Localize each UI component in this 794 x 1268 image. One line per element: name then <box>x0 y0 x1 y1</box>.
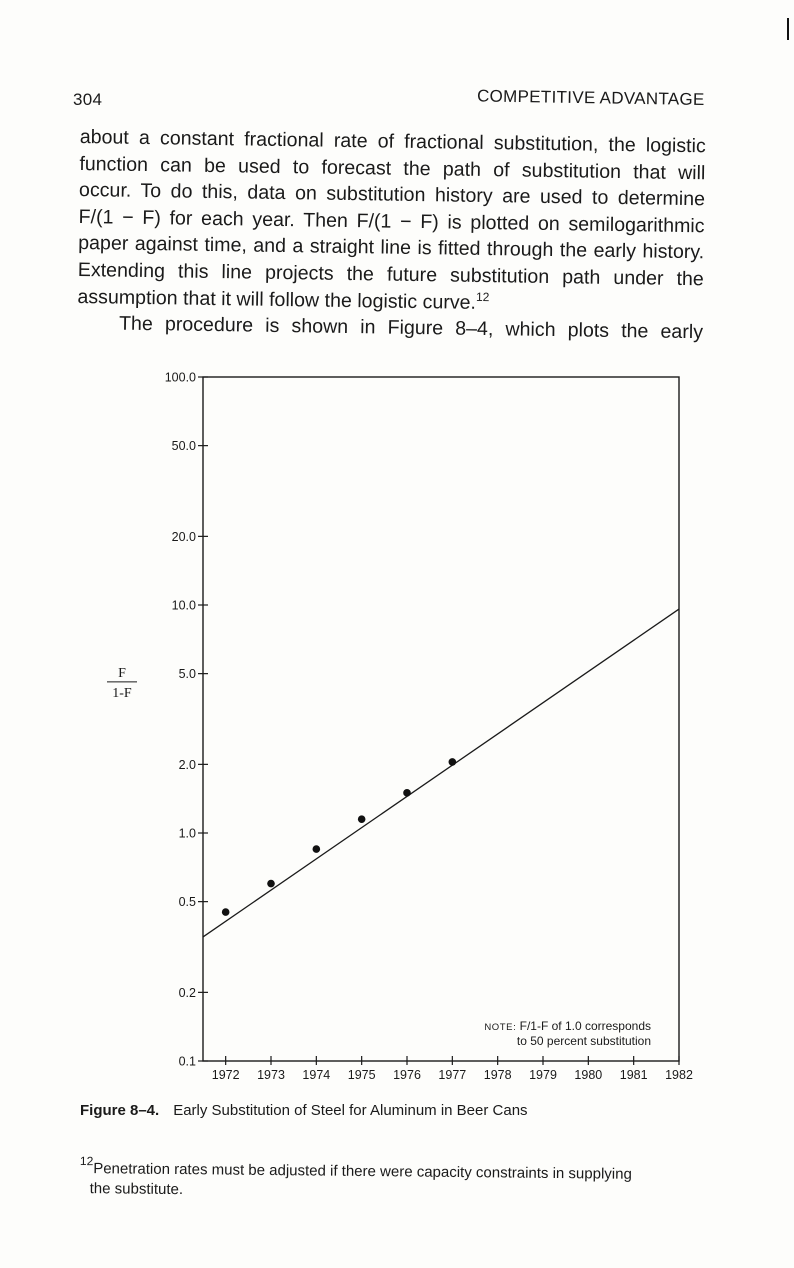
y-tick-label: 20.0 <box>171 529 196 544</box>
figure-caption-text: Early Substitution of Steel for Aluminum in Beer Cans <box>173 1102 528 1119</box>
chart-note-line-2: to 50 percent substitution <box>516 1034 651 1048</box>
body-line: occur. To do this, data on substitution history are used to determine <box>78 179 706 211</box>
body-line: function can be used to forecast the path of substitution that will <box>79 152 706 184</box>
data-point <box>267 880 275 888</box>
data-point <box>222 908 230 916</box>
y-tick-label: 2.0 <box>178 757 196 772</box>
y-tick-label: 10.0 <box>171 598 196 613</box>
y-tick-label: 0.1 <box>178 1054 196 1069</box>
data-point <box>358 815 366 823</box>
running-head-title: COMPETITIVE ADVANTAGE <box>477 86 706 109</box>
body-line: paper against time, and a straight line is fitted through the early history. <box>78 232 705 264</box>
footnote-line-1: Penetration rates must be adjusted if there were capacity constraints in supplying <box>93 1160 632 1183</box>
chart-note-line-1 <box>484 1019 651 1033</box>
chart-ticks <box>198 377 679 1065</box>
x-tick-label: 1974 <box>302 1068 331 1082</box>
page-edge-mark <box>787 18 789 40</box>
x-tick-label: 1979 <box>529 1068 557 1082</box>
figure-caption <box>80 1102 528 1119</box>
y-tick-label: 0.2 <box>178 985 196 1000</box>
x-tick-label: 1976 <box>393 1068 421 1082</box>
chart-note-label: NOTE: <box>484 1022 520 1033</box>
y-tick-label: 50.0 <box>171 439 196 454</box>
chart-axes <box>203 377 679 1061</box>
footnote-line-2: the substitute. <box>89 1180 184 1199</box>
body-line: about a constant fractional rate of fractional substitution, the logistic <box>79 125 706 158</box>
x-tick-label: 1980 <box>574 1068 603 1082</box>
footnote-reference: 12 <box>475 289 490 304</box>
plot-frame <box>203 377 679 1061</box>
x-tick-label: 1977 <box>438 1068 467 1082</box>
y-tick-label: 1.0 <box>178 826 196 841</box>
page-number: 304 <box>73 90 103 109</box>
data-point <box>403 789 411 797</box>
footnote-marker: 12 <box>79 1154 94 1169</box>
paragraph-2-first-line: The procedure is shown in Figure 8–4, which plots the early <box>118 312 704 344</box>
x-tick-label: 1973 <box>257 1068 285 1082</box>
x-tick-label: 1981 <box>619 1068 648 1082</box>
x-tick-label: 1978 <box>483 1068 512 1082</box>
y-tick-label: 5.0 <box>178 667 196 682</box>
fit-line <box>203 609 679 937</box>
data-point <box>313 845 321 853</box>
data-point <box>449 758 457 766</box>
figure-chart <box>80 360 720 1090</box>
body-line-text: assumption that it will follow the logistic curve. <box>77 285 477 314</box>
figure-caption-label: Figure 8–4. <box>80 1102 160 1119</box>
footnote <box>79 1154 720 1206</box>
x-tick-label: 1982 <box>665 1068 693 1082</box>
chart-labels <box>107 371 693 1083</box>
x-tick-label: 1975 <box>347 1068 376 1082</box>
data-points <box>222 758 456 916</box>
fit-line-group <box>203 609 679 937</box>
running-head <box>73 86 705 116</box>
y-tick-label: 100.0 <box>164 370 196 385</box>
body-line: F/(1 − F) for each year. Then F/(1 − F) is plotted on semilogarithmic <box>78 205 705 238</box>
y-axis-label-numerator: F <box>118 665 126 681</box>
y-axis-label-denominator: 1-F <box>112 685 132 701</box>
body-paragraphs <box>77 124 706 346</box>
chart-note-text: F/1-F of 1.0 corresponds <box>519 1019 651 1033</box>
body-line: Extending this line projects the future substitution path under the <box>77 258 704 291</box>
x-tick-label: 1972 <box>211 1068 240 1082</box>
y-tick-label: 0.5 <box>178 895 196 910</box>
